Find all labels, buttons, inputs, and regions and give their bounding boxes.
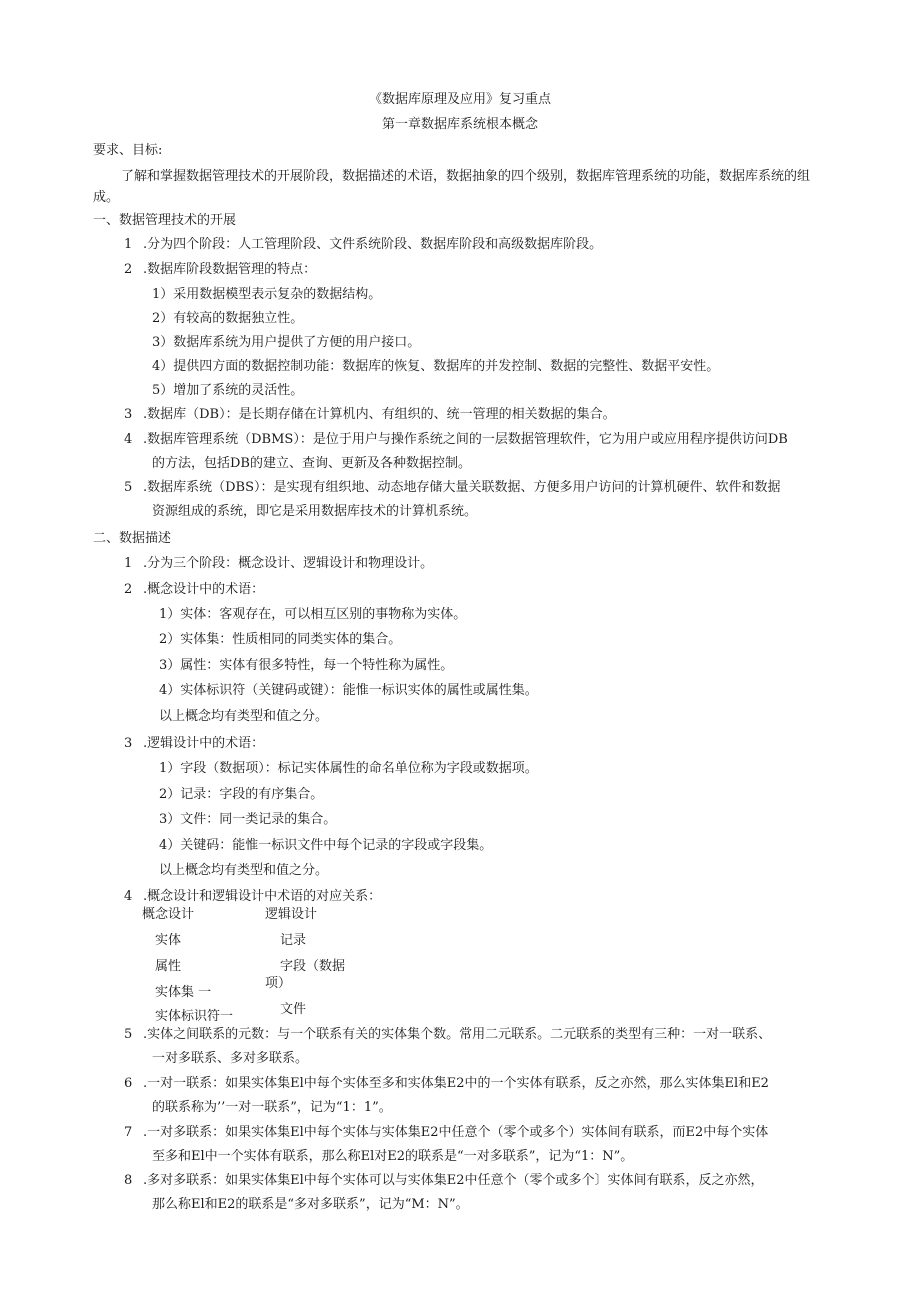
sub-item: 2）有较高的数据独立性。 xyxy=(152,311,304,326)
sub-item: 4）提供四方面的数据控制功能：数据库的恢复、数据库的并发控制、数据的完整性、数据平安性。 xyxy=(152,359,720,374)
sub-item: 3）文件：同一类记录的集合。 xyxy=(159,812,337,827)
list-item-text: .实体之间联系的元数：与一个联系有关的实体集个数。常用二元联系。二元联系的类型有三种：一对一联系、 xyxy=(143,1027,772,1042)
table-header-concept: 概念设计 xyxy=(142,907,195,922)
table-cell-concept: 属性 xyxy=(155,959,182,974)
sub-item: 3）数据库系统为用户提供了方便的用户接口。 xyxy=(152,335,421,350)
table-cell-logic-wrap: 项） xyxy=(265,976,292,991)
list-item-number: 4 xyxy=(124,432,133,447)
list-item-number: 3 xyxy=(124,407,133,422)
list-item-number: 1 xyxy=(124,237,133,252)
list-item-text: .概念设计和逻辑设计中术语的对应关系： xyxy=(143,889,382,904)
list-item-number: 8 xyxy=(124,1173,133,1188)
table-cell-logic: 文件 xyxy=(280,1002,307,1017)
list-item-text: .数据库管理系统（DBMS）：是位于用户与操作系统之间的一层数据管理软件，它为用户或应用程序提供访问DB xyxy=(143,432,788,447)
list-item-text: .多对多联系：如果实体集El中每个实体可以与实体集E2中任意个（零个或多个〕实体间有联系，反之亦然， xyxy=(143,1173,764,1188)
table-cell-concept: 实体 xyxy=(155,933,182,948)
list-item-continuation: 至多和El中一个实体有联系，那么称El对E2的联系是“一对多联系”，记为“1：N”。 xyxy=(152,1149,634,1164)
list-item-number: 6 xyxy=(124,1076,133,1091)
list-item-continuation: 那么称El和E2的联系是“多对多联系”，记为“M：N”。 xyxy=(152,1197,469,1212)
section-2-heading: 二、数据描述 xyxy=(93,531,172,546)
list-item-text: .一对一联系：如果实体集El中每个实体至多和实体集E2中的一个实体有联系，反之亦然，那么实体集El和E2 xyxy=(143,1076,769,1091)
table-cell-concept: 实体集 一 xyxy=(155,985,212,1000)
list-item-number: 7 xyxy=(124,1125,133,1140)
list-item-continuation: 的联系称为’’一对一联系”，记为“1：1”。 xyxy=(152,1100,392,1115)
list-item-number: 5 xyxy=(124,1027,133,1042)
table-cell-concept-clipped: 实体标识符一 xyxy=(155,1009,234,1022)
list-item-text: .一对多联系：如果实体集El中每个实体与实体集E2中任意个（零个或多个）实体间有联系，而E2中每个实体 xyxy=(143,1125,769,1140)
table-header-logic: 逻辑设计 xyxy=(265,907,318,922)
list-item-text: .分为四个阶段：人工管理阶段、文件系统阶段、数据库阶段和高级数据库阶段。 xyxy=(143,237,603,252)
list-item-text: .概念设计中的术语： xyxy=(143,582,265,597)
document-title: 《数据库原理及应用》复习重点 xyxy=(368,92,551,107)
table-cell-logic: 字段（数据 xyxy=(280,959,346,974)
concept-note: 以上概念均有类型和值之分。 xyxy=(159,863,329,878)
chapter-title: 第一章数据库系统根本概念 xyxy=(381,117,538,132)
list-item-continuation: 一对多联系、多对多联系。 xyxy=(152,1051,309,1066)
list-item-continuation: 的方法，包括DB的建立、查询、更新及各种数据控制。 xyxy=(152,456,471,471)
sub-item: 5）增加了系统的灵活性。 xyxy=(152,383,304,398)
list-item-number: 1 xyxy=(124,556,133,571)
requirements-text: 了解和掌握数据管理技术的开展阶段，数据描述的术语，数据抽象的四个级别，数据库管理系统的功能，数据库系统的组成。 xyxy=(93,169,811,205)
sub-item: 4）实体标识符（关键码或键）：能惟一标识实体的属性或属性集。 xyxy=(159,683,538,698)
list-item-number: 2 xyxy=(124,582,133,597)
sub-item: 1）字段（数据项）：标记实体属性的命名单位称为字段或数据项。 xyxy=(159,761,538,776)
list-item-number: 4 xyxy=(124,889,133,904)
sub-item: 3）属性：实体有很多特性，每一个特性称为属性。 xyxy=(159,658,454,673)
sub-item: 1）采用数据模型表示复杂的数据结构。 xyxy=(152,287,382,302)
list-item-continuation: 资源组成的系统，即它是采用数据库技术的计算机系统。 xyxy=(152,504,478,519)
sub-item: 2）实体集：性质相同的同类实体的集合。 xyxy=(159,632,402,647)
list-item-text: .分为三个阶段：概念设计、逻辑设计和物理设计。 xyxy=(143,556,434,571)
list-item-text: .数据库阶段数据管理的特点： xyxy=(143,262,317,277)
sub-item: 4）关键码：能惟一标识文件中每个记录的字段或字段集。 xyxy=(159,838,493,853)
table-cell-logic: 记录 xyxy=(280,933,307,948)
list-item-text: .逻辑设计中的术语： xyxy=(143,736,265,751)
sub-item: 2）记录：字段的有序集合。 xyxy=(159,787,324,802)
list-item-text: .数据库系统（DBS）：是实现有组织地、动态地存储大量关联数据、方便多用户访问的计算机硬件、软件和数据 xyxy=(143,480,781,495)
concept-note: 以上概念均有类型和值之分。 xyxy=(159,709,329,724)
requirements-heading: 要求、目标: xyxy=(93,143,163,158)
section-1-heading: 一、数据管理技术的开展 xyxy=(93,213,237,228)
sub-item: 1）实体：客观存在，可以相互区别的事物称为实体。 xyxy=(159,607,467,622)
list-item-number: 3 xyxy=(124,736,133,751)
list-item-number: 2 xyxy=(124,262,133,277)
list-item-number: 5 xyxy=(124,480,133,495)
list-item-text: .数据库（DB）：是长期存储在计算机内、有组织的、统一管理的相关数据的集合。 xyxy=(143,407,616,422)
